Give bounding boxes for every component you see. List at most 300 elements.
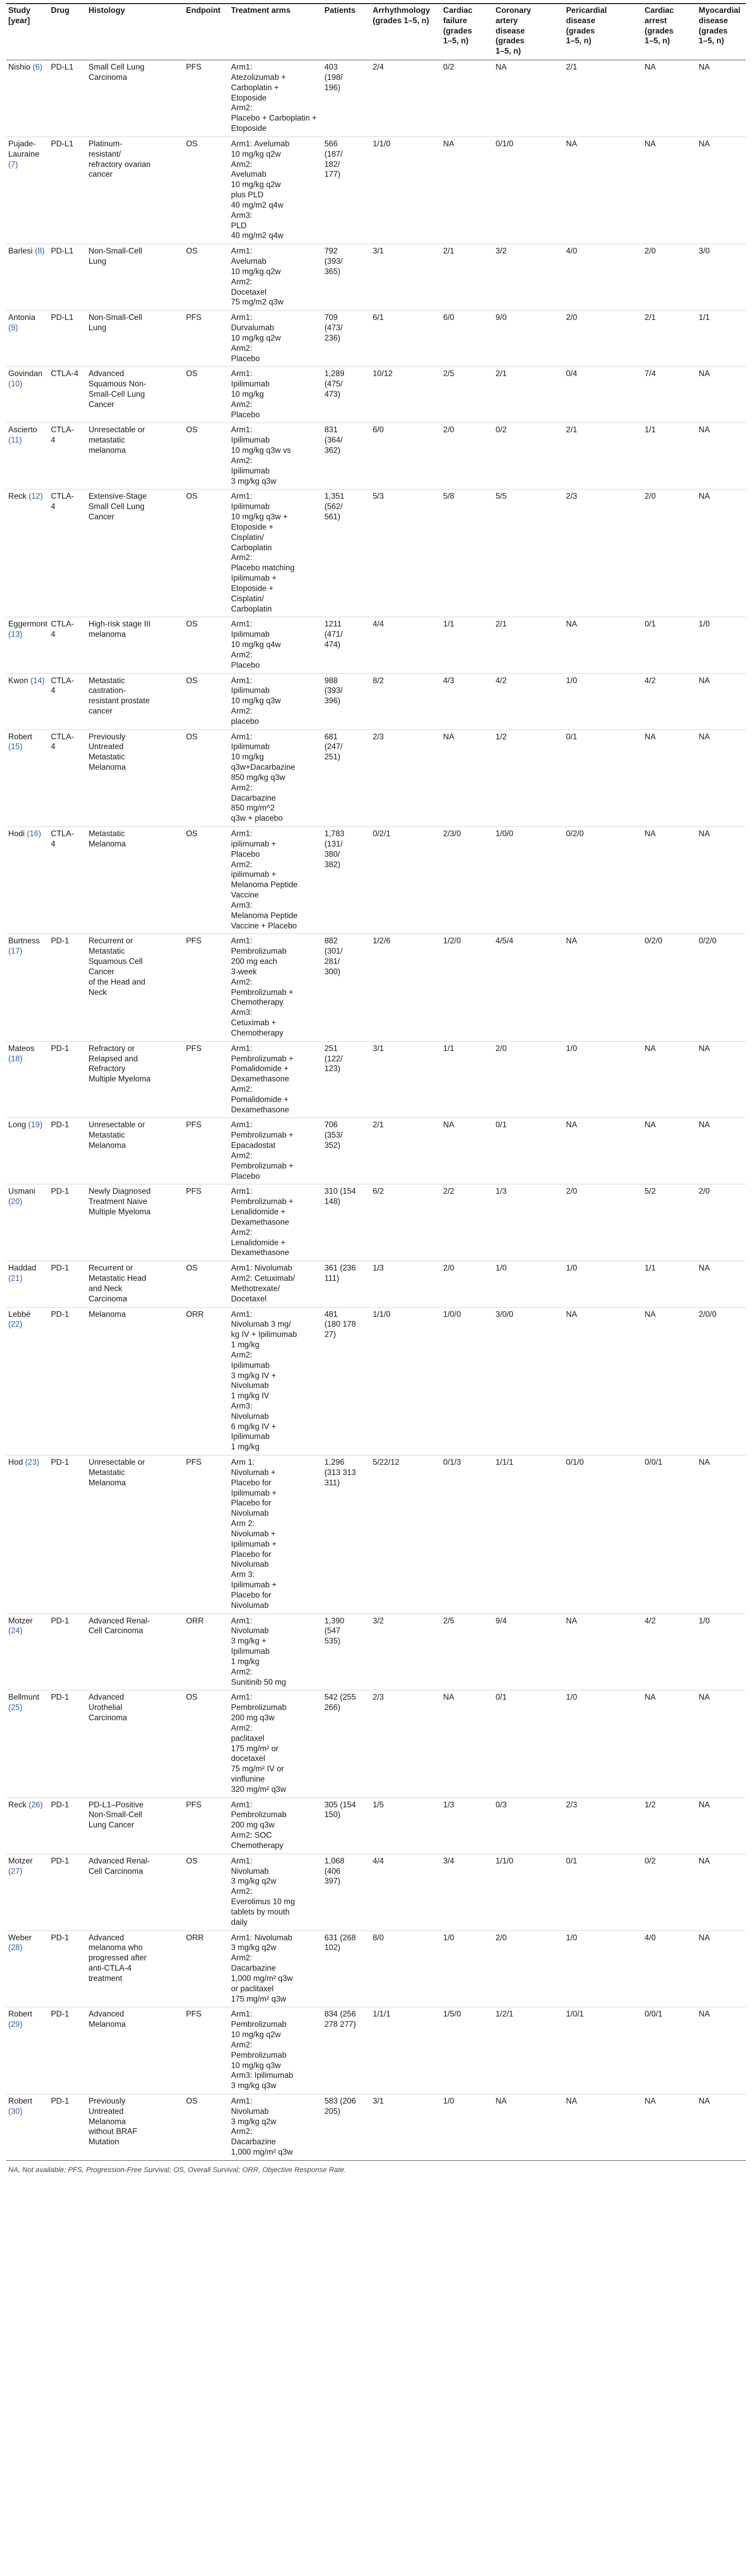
header-treatment-arms: Treatment arms — [229, 4, 322, 60]
table-row — [6, 1307, 746, 1455]
cell-arrhythmology: 1/3 — [371, 1261, 441, 1307]
table-row — [6, 60, 746, 137]
cell-patients: 988 (393/ 396) — [322, 673, 371, 730]
table-row — [6, 730, 746, 826]
cell-treatment-arms: Arm1: Nivolumab 3 mg/kg q2w Arm2: Dacarbazine 1,000 mg/m² q3w or paclitaxel 175 mg/m² q3w — [229, 1930, 322, 2007]
cell-endpoint: PFS — [184, 1041, 229, 1118]
table-row — [6, 1798, 746, 1854]
cell-histology: Platinum- resistant/ refractory ovarian cancer — [87, 137, 184, 244]
cell-cardiac-arrest: 4/0 — [643, 1930, 697, 2007]
cell-pericardial-disease: 1/0 — [564, 673, 643, 730]
cell-cardiac-arrest: 1/1 — [643, 1261, 697, 1307]
cell-study — [6, 2007, 49, 2094]
cell-arrhythmology: 6/2 — [371, 1184, 441, 1261]
cell-treatment-arms: Arm1: Nivolumab Arm2: Cetuximab/ Methotrexate/ Docetaxel — [229, 1261, 322, 1307]
cell-drug: PD-L1 — [49, 137, 87, 244]
cell-endpoint: PFS — [184, 311, 229, 367]
study-name: Usmani — [8, 1187, 36, 1196]
cell-arrhythmology: 3/1 — [371, 2094, 441, 2161]
cell-study — [6, 2094, 49, 2161]
cell-pericardial-disease: 0/1 — [564, 1854, 643, 1930]
cell-coronary-artery-disease: 1/3 — [493, 1184, 564, 1261]
reference-link[interactable]: (7) — [8, 160, 18, 169]
reference-link[interactable]: (10) — [8, 380, 23, 389]
cell-study — [6, 934, 49, 1041]
cell-arrhythmology: 1/5 — [371, 1798, 441, 1854]
cell-patients: 251 (122/ 123) — [322, 1041, 371, 1118]
cell-drug: CTLA- 4 — [49, 730, 87, 826]
cardiotoxicity-table — [6, 3, 746, 2161]
cell-endpoint: ORR — [184, 1307, 229, 1455]
cell-treatment-arms: Arm1: Pembrolizumab 200 mg q3w Arm2: paclitaxel 175 mg/m² or docetaxel 75 mg/m² IV or vinflunine 320 mg/m² q3w — [229, 1690, 322, 1798]
cell-histology: Newly Diagnosed Treatment Naive Multiple Myeloma — [87, 1184, 184, 1261]
cell-endpoint: PFS — [184, 934, 229, 1041]
cell-patients: 481 (180 178 27) — [322, 1307, 371, 1455]
cell-arrhythmology: 2/4 — [371, 60, 441, 137]
reference-link[interactable]: (28) — [8, 1943, 23, 1953]
cell-myocardial-disease: NA — [697, 1930, 746, 2007]
cell-cardiac-arrest: NA — [643, 1690, 697, 1798]
cell-cardiac-arrest: NA — [643, 1118, 697, 1184]
study-name: Hod — [8, 1458, 23, 1467]
header-cardiac-failure: Cardiac failure (grades 1–5, n) — [441, 4, 493, 60]
reference-link[interactable]: (29) — [8, 2020, 23, 2029]
cell-study — [6, 1854, 49, 1930]
cell-myocardial-disease: NA — [697, 673, 746, 730]
study-name: Robert — [8, 732, 32, 741]
cell-cardiac-failure: 5/8 — [441, 489, 493, 617]
table-footnote: NA, Not available; PFS, Progression-Free Survival; OS, Overall Survival; ORR, Objective Response Rate. — [8, 2165, 346, 2174]
reference-link[interactable]: (15) — [8, 742, 23, 752]
cell-cardiac-failure: 1/0 — [441, 2094, 493, 2161]
cell-patients: 681 (247/ 251) — [322, 730, 371, 826]
reference-link[interactable]: (16) — [27, 829, 41, 839]
cell-treatment-arms: Arm1: Ipilimumab 10 mg/kg q3w + Etoposide + Cisplatin/ Carboplatin Arm2: Placebo matching Ipilimumab + Etoposide + Cisplatin/ Carboplatin — [229, 489, 322, 617]
cell-myocardial-disease: 2/0/0 — [697, 1307, 746, 1455]
cell-histology: Metastatic castration- resistant prostate cancer — [87, 673, 184, 730]
cell-endpoint: ORR — [184, 1614, 229, 1690]
cell-study — [6, 244, 49, 311]
cell-study — [6, 827, 49, 934]
cell-pericardial-disease: 1/0 — [564, 1930, 643, 2007]
reference-link[interactable]: (27) — [8, 1867, 23, 1876]
cell-drug: PD-1 — [49, 1798, 87, 1854]
study-name: Motzer — [8, 1856, 33, 1866]
cell-coronary-artery-disease: 1/1/0 — [493, 1854, 564, 1930]
study-name: Long — [8, 1121, 26, 1130]
cell-coronary-artery-disease: NA — [493, 2094, 564, 2161]
cell-drug: PD-1 — [49, 1614, 87, 1690]
cell-cardiac-failure: 1/0/0 — [441, 1307, 493, 1455]
study-name: Weber — [8, 1933, 32, 1942]
cell-cardiac-arrest: NA — [643, 60, 697, 137]
table-row — [6, 244, 746, 311]
cell-patients: 1,296 (313 313 311) — [322, 1455, 371, 1614]
cell-coronary-artery-disease: 1/0/0 — [493, 827, 564, 934]
cell-drug: CTLA- 4 — [49, 617, 87, 673]
cell-cardiac-failure: 3/4 — [441, 1854, 493, 1930]
cell-patients: 361 (236 111) — [322, 1261, 371, 1307]
cell-treatment-arms: Arm1: Ipilimumab 10 mg/kg q3w Arm2: placebo — [229, 673, 322, 730]
cell-coronary-artery-disease: 3/0/0 — [493, 1307, 564, 1455]
study-name: Nishio — [8, 63, 31, 72]
cell-cardiac-arrest: 5/2 — [643, 1184, 697, 1261]
cell-coronary-artery-disease: 9/4 — [493, 1614, 564, 1690]
header-myocardial-disease: Myocardial disease (grades 1–5, n) — [697, 4, 746, 60]
cell-pericardial-disease: NA — [564, 1614, 643, 1690]
cell-treatment-arms: Arm1: Ipilimumab 10 mg/kg q4w Arm2: Placebo — [229, 617, 322, 673]
cell-endpoint: OS — [184, 1261, 229, 1307]
cell-cardiac-failure: NA — [441, 1118, 493, 1184]
cell-myocardial-disease: 1/0 — [697, 1614, 746, 1690]
cell-histology: Advanced melanoma who progressed after anti-CTLA-4 treatment — [87, 1930, 184, 2007]
reference-link[interactable]: (8) — [35, 247, 45, 256]
cell-drug: PD-L1 — [49, 311, 87, 367]
cell-cardiac-failure: 4/3 — [441, 673, 493, 730]
cell-histology: Advanced Squamous Non- Small-Cell Lung Cancer — [87, 367, 184, 423]
table-row — [6, 1614, 746, 1690]
cell-arrhythmology: 3/1 — [371, 244, 441, 311]
cell-drug: PD-1 — [49, 1261, 87, 1307]
cell-drug: PD-1 — [49, 1690, 87, 1798]
cell-coronary-artery-disease: 1/1/1 — [493, 1455, 564, 1614]
reference-link[interactable]: (19) — [28, 1121, 43, 1130]
cell-endpoint: PFS — [184, 1798, 229, 1854]
cell-drug: PD-1 — [49, 1041, 87, 1118]
table-row — [6, 1261, 746, 1307]
cell-drug: PD-1 — [49, 1307, 87, 1455]
cell-cardiac-arrest: 0/2/0 — [643, 934, 697, 1041]
cell-treatment-arms: Arm1: Pembrolizumab + Lenalidomide + Dexamethasone Arm2: Lenalidomide + Dexamethasone — [229, 1184, 322, 1261]
cell-patients: 583 (206 205) — [322, 2094, 371, 2161]
cell-study — [6, 1184, 49, 1261]
cell-arrhythmology: 8/0 — [371, 1930, 441, 2007]
cell-cardiac-failure: 2/5 — [441, 367, 493, 423]
cell-drug: PD-1 — [49, 1184, 87, 1261]
cell-arrhythmology: 6/1 — [371, 311, 441, 367]
cell-cardiac-failure: NA — [441, 730, 493, 826]
cell-myocardial-disease: NA — [697, 730, 746, 826]
reference-link[interactable]: (26) — [28, 1800, 43, 1809]
study-name: Lebbé — [8, 1310, 31, 1319]
cell-cardiac-arrest: 0/0/1 — [643, 2007, 697, 2094]
table-header-row — [6, 4, 746, 60]
reference-link[interactable]: (22) — [8, 1320, 23, 1329]
cell-pericardial-disease: NA — [564, 1307, 643, 1455]
cell-cardiac-arrest: 4/2 — [643, 673, 697, 730]
cell-patients: 1,783 (131/ 380/ 382) — [322, 827, 371, 934]
cell-histology: Unresectable or Metastatic Melanoma — [87, 1455, 184, 1614]
cell-endpoint: PFS — [184, 1118, 229, 1184]
cell-endpoint: OS — [184, 1690, 229, 1798]
cell-endpoint: OS — [184, 730, 229, 826]
cell-cardiac-arrest: NA — [643, 1041, 697, 1118]
cell-study — [6, 1041, 49, 1118]
table-row — [6, 934, 746, 1041]
table-row — [6, 489, 746, 617]
cell-myocardial-disease: NA — [697, 423, 746, 489]
cell-cardiac-arrest: 0/1 — [643, 617, 697, 673]
table-row — [6, 827, 746, 934]
cell-cardiac-failure: 6/0 — [441, 311, 493, 367]
reference-link[interactable]: (17) — [8, 947, 23, 956]
cell-study — [6, 730, 49, 826]
cell-study — [6, 617, 49, 673]
cell-cardiac-arrest: NA — [643, 137, 697, 244]
reference-link[interactable]: (14) — [30, 676, 45, 685]
cell-treatment-arms: Arm1: Pembrolizumab + Epacadostat Arm2: Pembrolizumab + Placebo — [229, 1118, 322, 1184]
reference-link[interactable]: (11) — [8, 436, 22, 445]
cell-patients: 542 (255 266) — [322, 1690, 371, 1798]
study-name: Burtness — [8, 937, 40, 946]
cell-coronary-artery-disease: 4/5/4 — [493, 934, 564, 1041]
cell-histology: High-risk stage III melanoma — [87, 617, 184, 673]
cell-endpoint: OS — [184, 827, 229, 934]
study-name: Barlesi — [8, 247, 33, 256]
cell-cardiac-failure: 2/2 — [441, 1184, 493, 1261]
cell-cardiac-failure: NA — [441, 1690, 493, 1798]
cell-endpoint: OS — [184, 489, 229, 617]
cell-drug: CTLA-4 — [49, 367, 87, 423]
cell-study — [6, 137, 49, 244]
study-name: Robert — [8, 2097, 32, 2106]
header-study: Study [year] — [6, 4, 49, 60]
cell-myocardial-disease: 1/0 — [697, 617, 746, 673]
reference-link[interactable]: (9) — [8, 324, 18, 333]
cell-study — [6, 60, 49, 137]
cell-treatment-arms: Arm1: Durvalumab 10 mg/kg q2w Arm2: Placebo — [229, 311, 322, 367]
cell-myocardial-disease: NA — [697, 137, 746, 244]
cell-arrhythmology: 5/22/12 — [371, 1455, 441, 1614]
cell-patients: 1,390 (547 535) — [322, 1614, 371, 1690]
cell-treatment-arms: Arm1: Nivolumab 3 mg/ kg IV + Ipilimumab 1 mg/kg Arm2: Ipilimumab 3 mg/kg IV + Nivolumab 1 mg/kg IV Arm3: Nivolumab 6 mg/kg IV + Ipilimumab 1 mg/kg — [229, 1307, 322, 1455]
cell-study — [6, 1455, 49, 1614]
cell-treatment-arms: Arm1: ipilimumab + Placebo Arm2: ipilimumab + Melanoma Peptide Vaccine Arm3: Melanoma Peptide Vaccine + Placebo — [229, 827, 322, 934]
reference-link[interactable]: (20) — [8, 1197, 23, 1207]
cell-study — [6, 1307, 49, 1455]
study-name: Govindan — [8, 369, 43, 379]
cell-drug: CTLA- 4 — [49, 423, 87, 489]
cell-coronary-artery-disease: 1/2/1 — [493, 2007, 564, 2094]
cell-drug: CTLA- 4 — [49, 489, 87, 617]
reference-link[interactable]: (13) — [8, 630, 23, 639]
cell-pericardial-disease: NA — [564, 934, 643, 1041]
cell-arrhythmology: 4/4 — [371, 617, 441, 673]
header-patients: Patients — [322, 4, 371, 60]
cell-coronary-artery-disease: 0/3 — [493, 1798, 564, 1854]
cell-patients: 834 (256 278 277) — [322, 2007, 371, 2094]
cell-myocardial-disease: NA — [697, 827, 746, 934]
cell-histology: PD-L1–Positive Non-Small-Cell Lung Cancer — [87, 1798, 184, 1854]
cell-pericardial-disease: 1/0 — [564, 1041, 643, 1118]
study-name: Reck — [8, 1800, 27, 1809]
cell-arrhythmology: 2/3 — [371, 730, 441, 826]
cell-patients: 1,068 (406 397) — [322, 1854, 371, 1930]
cell-treatment-arms: Arm1: Nivolumab 3 mg/kg q2w Arm2: Dacarbazine 1,000 mg/m² q3w — [229, 2094, 322, 2161]
cell-pericardial-disease: 1/0 — [564, 1690, 643, 1798]
reference-link[interactable]: (25) — [8, 1703, 23, 1713]
cell-treatment-arms: Arm1: Nivolumab 3 mg/kg q2w Arm2: Everolimus 10 mg tablets by mouth daily — [229, 1854, 322, 1930]
cell-coronary-artery-disease: 0/2 — [493, 423, 564, 489]
cell-arrhythmology: 4/4 — [371, 1854, 441, 1930]
cell-endpoint: OS — [184, 137, 229, 244]
cell-pericardial-disease: NA — [564, 617, 643, 673]
cell-histology: Small Cell Lung Carcinoma — [87, 60, 184, 137]
table-row — [6, 1854, 746, 1930]
study-name: Haddad — [8, 1264, 37, 1273]
cell-patients: 631 (268 102) — [322, 1930, 371, 2007]
cell-cardiac-failure: 0/2 — [441, 60, 493, 137]
cell-treatment-arms: Arm1: Avelumab 10 mg/kg q2w Arm2: Docetaxel 75 mg/m2 q3w — [229, 244, 322, 311]
table-body — [6, 60, 746, 2161]
cell-drug: PD-1 — [49, 1854, 87, 1930]
study-name: Eggermont — [8, 620, 47, 629]
reference-link[interactable]: (18) — [8, 1054, 23, 1063]
header-cardiac-arrest: Cardiac arrest (grades 1–5, n) — [643, 4, 697, 60]
cell-study — [6, 423, 49, 489]
cell-cardiac-failure: 0/1/3 — [441, 1455, 493, 1614]
cell-cardiac-arrest: NA — [643, 730, 697, 826]
cell-drug: PD-1 — [49, 2007, 87, 2094]
cell-cardiac-arrest: NA — [643, 2094, 697, 2161]
cell-histology: Extensive-Stage Small Cell Lung Cancer — [87, 489, 184, 617]
cell-myocardial-disease: NA — [697, 2007, 746, 2094]
cell-myocardial-disease: NA — [697, 60, 746, 137]
cell-treatment-arms: Arm1: Ipilimumab 10 mg/kg q3w+Dacarbazine 850 mg/kg q3w Arm2: Dacarbazine 850 mg/m^2 q3w + placebo — [229, 730, 322, 826]
cell-cardiac-failure: 1/2/0 — [441, 934, 493, 1041]
cell-cardiac-failure: 1/0 — [441, 1930, 493, 2007]
cell-patients: 1,289 (475/ 473) — [322, 367, 371, 423]
cell-study — [6, 673, 49, 730]
reference-link[interactable]: (6) — [32, 63, 43, 72]
cell-treatment-arms: Arm1: Nivolumab 3 mg/kg + Ipilimumab 1 mg/kg Arm2: Sunitinib 50 mg — [229, 1614, 322, 1690]
cell-cardiac-arrest: 7/4 — [643, 367, 697, 423]
cell-myocardial-disease: NA — [697, 489, 746, 617]
cell-myocardial-disease: NA — [697, 367, 746, 423]
cell-cardiac-arrest: 0/2 — [643, 1854, 697, 1930]
cell-arrhythmology: 3/2 — [371, 1614, 441, 1690]
cell-drug: PD-1 — [49, 934, 87, 1041]
cell-histology: Refractory or Relapsed and Refractory Multiple Myeloma — [87, 1041, 184, 1118]
cell-drug: PD-1 — [49, 1118, 87, 1184]
cell-histology: Unresectable or metastatic melanoma — [87, 423, 184, 489]
cell-myocardial-disease: NA — [697, 1118, 746, 1184]
cell-histology: Non-Small-Cell Lung — [87, 244, 184, 311]
cell-cardiac-arrest: 2/1 — [643, 311, 697, 367]
study-name: Bellmunt — [8, 1693, 40, 1702]
cell-histology: Advanced Renal- Cell Carcinoma — [87, 1614, 184, 1690]
study-name: Mateos — [8, 1044, 35, 1053]
cell-pericardial-disease: NA — [564, 2094, 643, 2161]
cell-pericardial-disease: 0/1 — [564, 730, 643, 826]
table-row — [6, 1930, 746, 2007]
cell-treatment-arms: Arm1: Pembrolizumab 200 mg q3w Arm2: SOC Chemotherapy — [229, 1798, 322, 1854]
cell-histology: Previously Untreated Melanoma without BRAF Mutation — [87, 2094, 184, 2161]
table-row — [6, 137, 746, 244]
cell-cardiac-failure: 1/1 — [441, 1041, 493, 1118]
cell-endpoint: OS — [184, 1854, 229, 1930]
cell-endpoint: PFS — [184, 1184, 229, 1261]
cell-myocardial-disease: NA — [697, 2094, 746, 2161]
cell-pericardial-disease: 0/2/0 — [564, 827, 643, 934]
cell-coronary-artery-disease: 2/1 — [493, 617, 564, 673]
cell-coronary-artery-disease: 4/2 — [493, 673, 564, 730]
cell-arrhythmology: 1/1/1 — [371, 2007, 441, 2094]
reference-link[interactable]: (24) — [8, 1626, 23, 1636]
cell-study — [6, 311, 49, 367]
cell-patients: 1,351 (562/ 561) — [322, 489, 371, 617]
cell-study — [6, 1930, 49, 2007]
cell-pericardial-disease: 2/1 — [564, 423, 643, 489]
header-pericardial-disease: Pericardial disease (grades 1–5, n) — [564, 4, 643, 60]
cell-histology: Metastatic Melanoma — [87, 827, 184, 934]
cell-pericardial-disease: 1/0 — [564, 1261, 643, 1307]
cell-myocardial-disease: 1/1 — [697, 311, 746, 367]
table-row — [6, 1184, 746, 1261]
cell-myocardial-disease: 2/0 — [697, 1184, 746, 1261]
reference-link[interactable]: (23) — [25, 1458, 40, 1467]
cell-coronary-artery-disease: 1/0 — [493, 1261, 564, 1307]
header-coronary-artery-disease: Coronary artery disease (grades 1–5, n) — [493, 4, 564, 60]
cell-cardiac-arrest: 2/0 — [643, 244, 697, 311]
table-row — [6, 423, 746, 489]
table-row — [6, 2094, 746, 2161]
study-name: Pujade- Lauraine — [8, 139, 40, 159]
cell-histology: Recurrent or Metastatic Squamous Cell Cancer of the Head and Neck — [87, 934, 184, 1041]
cell-drug: PD-1 — [49, 2094, 87, 2161]
study-name: Ascierto — [8, 426, 37, 435]
cell-patients: 831 (364/ 362) — [322, 423, 371, 489]
study-name: Motzer — [8, 1616, 33, 1625]
cell-patients: 1211 (471/ 474) — [322, 617, 371, 673]
cell-cardiac-failure: 2/0 — [441, 1261, 493, 1307]
reference-link[interactable]: (21) — [8, 1274, 23, 1283]
cell-cardiac-arrest: 1/2 — [643, 1798, 697, 1854]
cell-coronary-artery-disease: 2/0 — [493, 1930, 564, 2007]
cell-treatment-arms: Arm1: Atezolizumab + Carboplatin + Etoposide Arm2: Placebo + Carboplatin + Etoposide — [229, 60, 322, 137]
cell-treatment-arms: Arm1: Pembrolizumab + Pomalidomide + Dexamethasone Arm2: Pomalidomide + Dexamethasone — [229, 1041, 322, 1118]
table-row — [6, 2007, 746, 2094]
reference-link[interactable]: (12) — [28, 492, 43, 501]
cell-drug: PD-L1 — [49, 244, 87, 311]
cell-cardiac-arrest: 0/0/1 — [643, 1455, 697, 1614]
cell-endpoint: OS — [184, 367, 229, 423]
reference-link[interactable]: (30) — [8, 2107, 23, 2116]
cell-histology: Unresectable or Metastatic Melanoma — [87, 1118, 184, 1184]
cell-arrhythmology: 10/12 — [371, 367, 441, 423]
cell-myocardial-disease: NA — [697, 1261, 746, 1307]
cell-patients: 566 (187/ 182/ 177) — [322, 137, 371, 244]
cell-endpoint: ORR — [184, 1930, 229, 2007]
cell-histology: Advanced Renal- Cell Carcinoma — [87, 1854, 184, 1930]
cell-endpoint: OS — [184, 244, 229, 311]
cell-myocardial-disease: 3/0 — [697, 244, 746, 311]
cell-drug: PD-L1 — [49, 60, 87, 137]
cell-histology: Advanced Melanoma — [87, 2007, 184, 2094]
cell-coronary-artery-disease: 1/2 — [493, 730, 564, 826]
cell-pericardial-disease: 2/3 — [564, 1798, 643, 1854]
cell-drug: PD-1 — [49, 1455, 87, 1614]
cell-cardiac-failure: 2/1 — [441, 244, 493, 311]
cell-patients: 310 (154 148) — [322, 1184, 371, 1261]
cell-study — [6, 489, 49, 617]
cell-pericardial-disease: 0/4 — [564, 367, 643, 423]
cell-endpoint: PFS — [184, 2007, 229, 2094]
cell-patients: 882 (301/ 281/ 300) — [322, 934, 371, 1041]
cell-coronary-artery-disease: 5/5 — [493, 489, 564, 617]
table-row — [6, 1690, 746, 1798]
cell-endpoint: PFS — [184, 60, 229, 137]
